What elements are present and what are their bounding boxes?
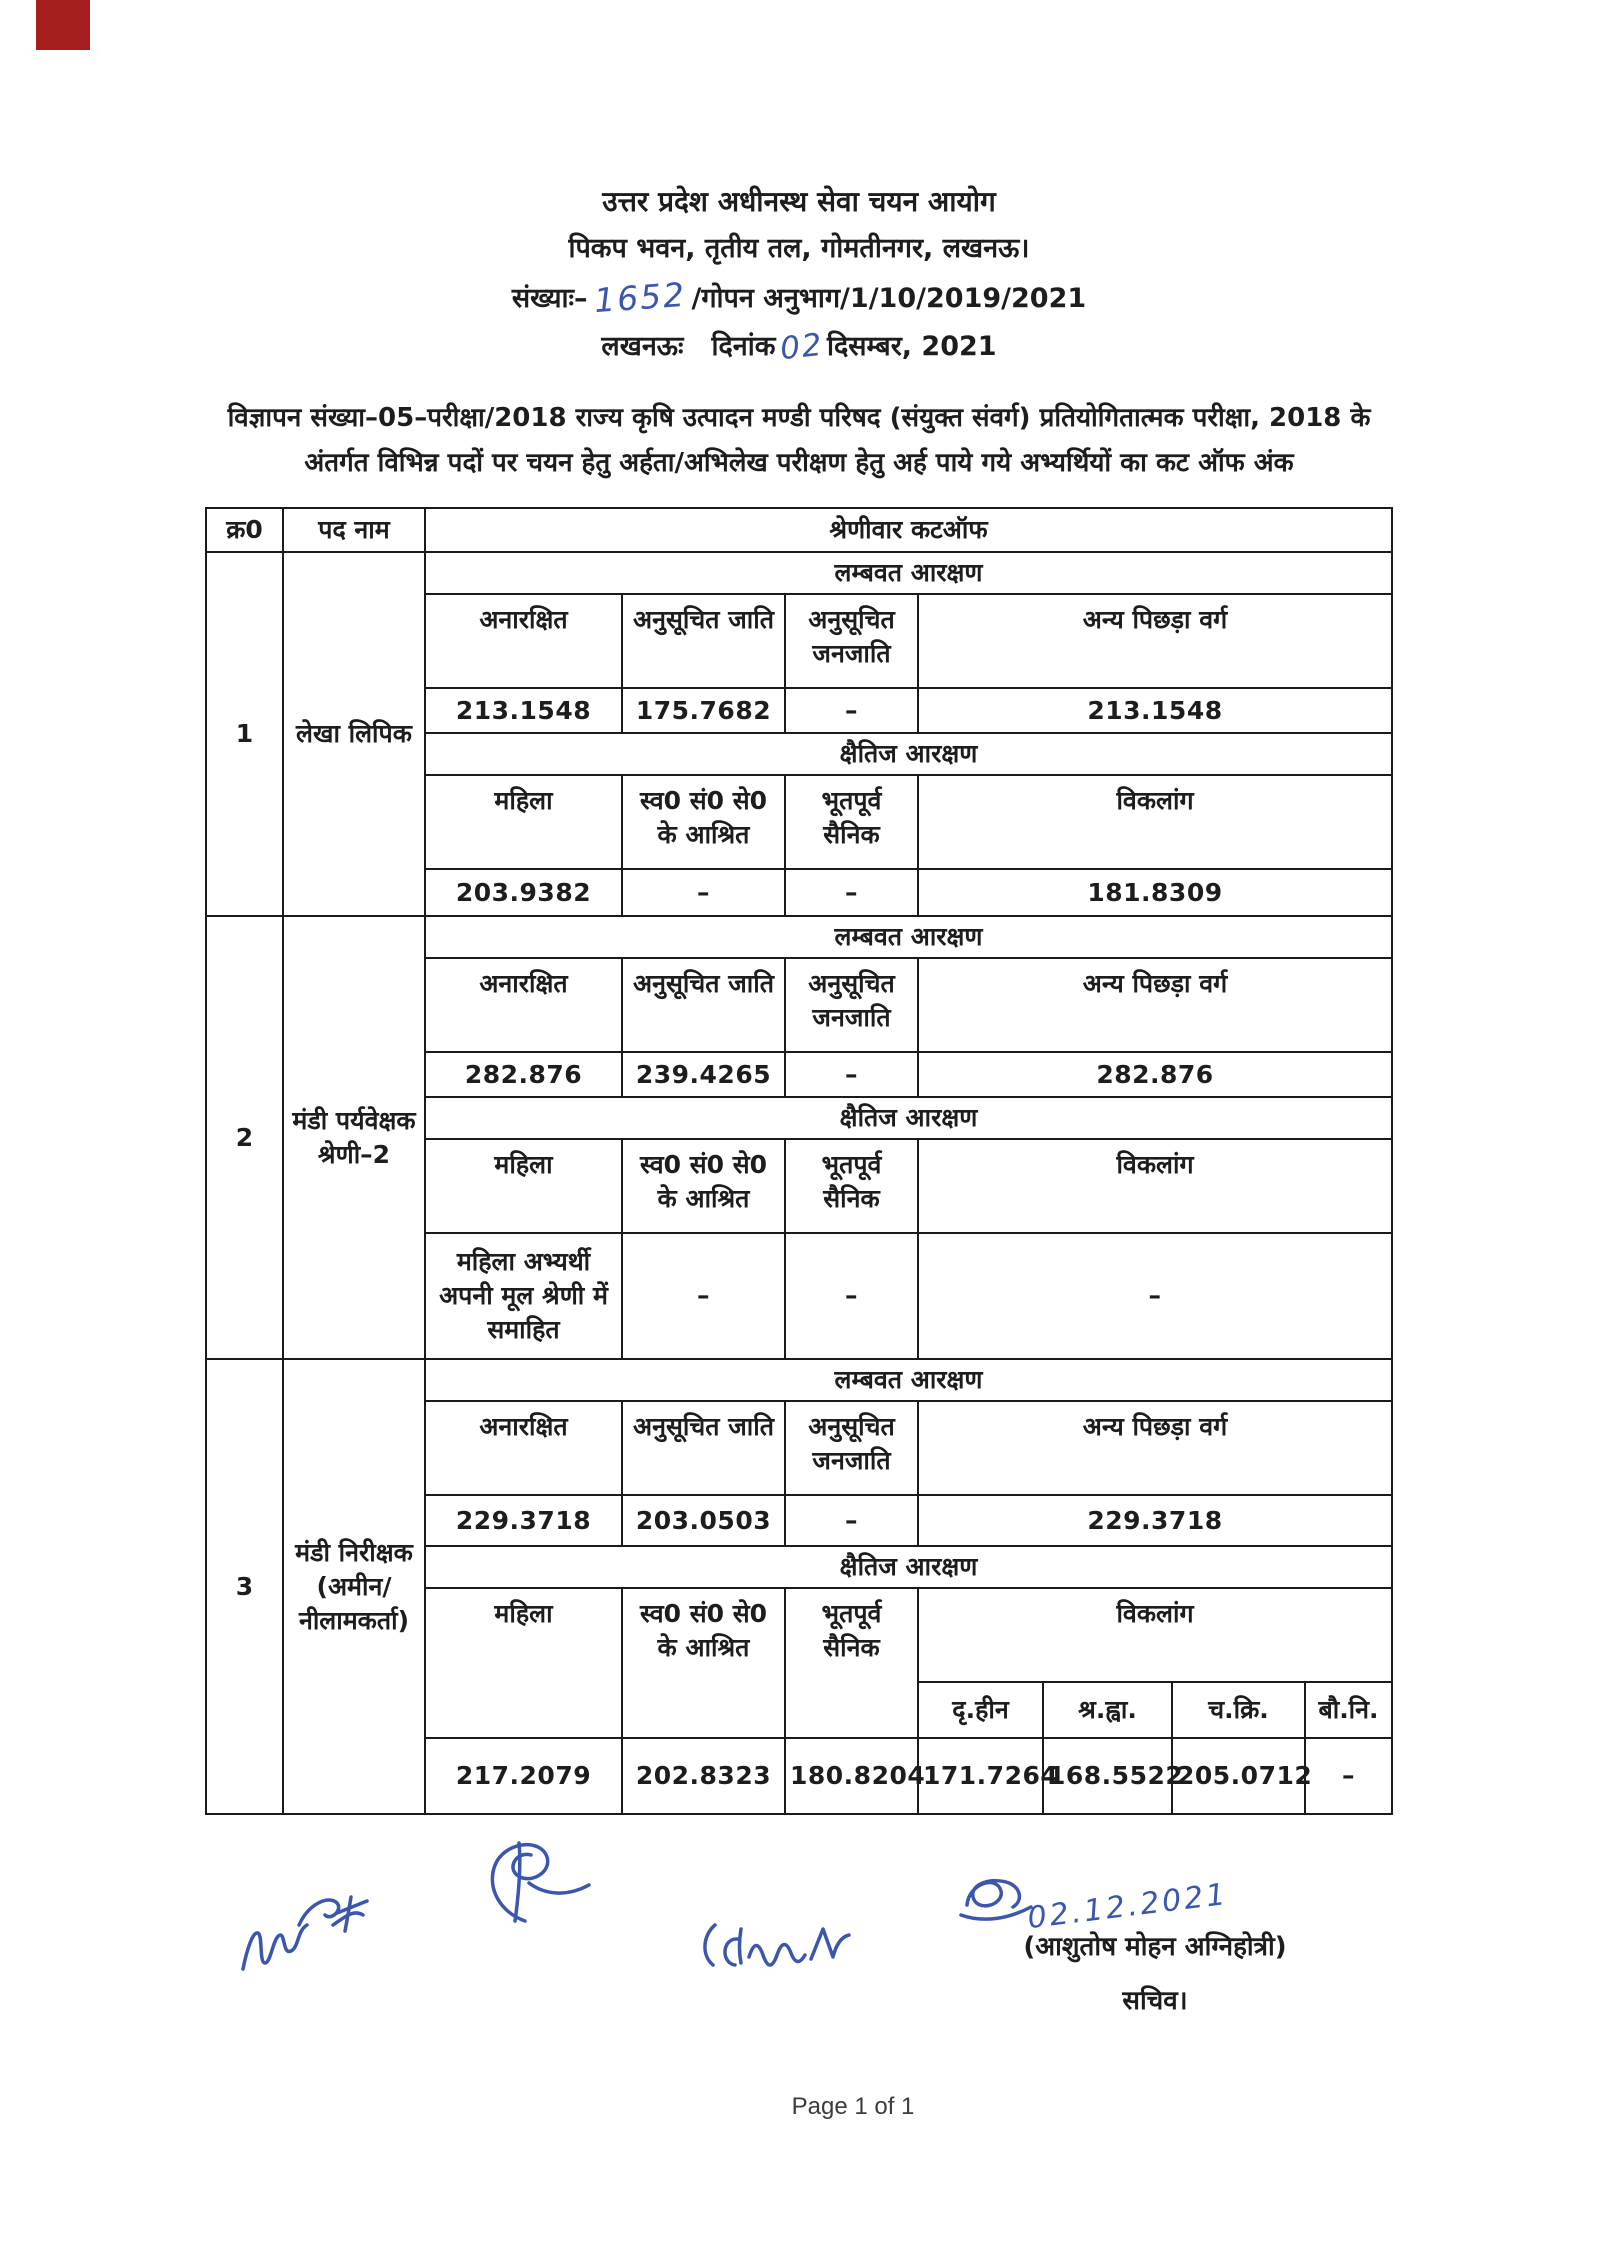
- exserviceman-header: भूतपूर्व सैनिक: [785, 1588, 918, 1738]
- cutoff-value: –: [785, 1495, 918, 1546]
- address-line: पिकप भवन, तृतीय तल, गोमतीनगर, लखनऊ।: [568, 233, 1030, 264]
- cutoff-value: –: [785, 869, 918, 916]
- sc-header: अनुसूचित जाति: [622, 958, 785, 1052]
- date-day-handwritten: 02: [777, 326, 825, 368]
- cutoff-value: 175.7682: [622, 688, 785, 733]
- horizontal-reservation-banner: क्षैतिज आरक्षण: [425, 733, 1392, 775]
- cutoff-value: 168.5522: [1043, 1738, 1172, 1814]
- disabled-header: विकलांग: [918, 1139, 1392, 1233]
- cutoff-value: 203.0503: [622, 1495, 785, 1546]
- dependent-header: स्व0 सं0 से0 के आश्रित: [622, 775, 785, 869]
- female-header: महिला: [425, 775, 622, 869]
- reference-line: [205, 272, 1393, 322]
- ref-prefix: संख्याः–: [511, 283, 588, 314]
- signature-scribble-1: [233, 1873, 403, 1983]
- cutoff-value: महिला अभ्यर्थी अपनी मूल श्रेणी में समाहित: [425, 1233, 622, 1359]
- place-date-line: [205, 322, 1393, 370]
- hearing-subheader: श्र.ह्वा.: [1043, 1682, 1172, 1738]
- sc-header: अनुसूचित जाति: [622, 1401, 785, 1495]
- cutoff-value: 171.7264: [918, 1738, 1043, 1814]
- cutoff-value: 205.0712: [1172, 1738, 1305, 1814]
- cutoff-value: –: [1305, 1738, 1392, 1814]
- cutoff-value: 282.876: [918, 1052, 1392, 1097]
- subject-paragraph: विज्ञापन संख्या–05–परीक्षा/2018 राज्य कृषि उत्पादन मण्डी परिषद (संयुक्त संवर्ग) प्रतियोगितात्मक परीक्षा, 2018 के अंतर्गत विभिन्न पदों पर चयन हेतु अर्हता/अभिलेख परीक्षण हेतु अर्ह पाये गये अभ्यर्थियों का कट ऑफ अंक: [227, 403, 1371, 478]
- disabled-header: विकलांग: [918, 775, 1392, 869]
- unreserved-header: अनारक्षित: [425, 1401, 622, 1495]
- dependent-header: स्व0 सं0 से0 के आश्रित: [622, 1139, 785, 1233]
- obc-header: अन्य पिछड़ा वर्ग: [918, 958, 1392, 1052]
- cutoff-value: 181.8309: [918, 869, 1392, 916]
- cutoff-value: 282.876: [425, 1052, 622, 1097]
- post-name-cell: मंडी निरीक्षक (अमीन/ नीलामकर्ता): [283, 1359, 425, 1814]
- cutoff-value: –: [785, 1052, 918, 1097]
- document-content: [205, 178, 1393, 2095]
- serial-cell: 1: [206, 552, 283, 916]
- unreserved-header: अनारक्षित: [425, 958, 622, 1052]
- cutoff-value: 229.3718: [918, 1495, 1392, 1546]
- signatory-block: [975, 1927, 1335, 2021]
- signature-scribble-3: [697, 1907, 857, 1982]
- horizontal-reservation-banner: क्षैतिज आरक्षण: [425, 1097, 1392, 1139]
- serial-cell: 2: [206, 916, 283, 1359]
- vertical-reservation-banner: लम्बवत आरक्षण: [425, 552, 1392, 594]
- horizontal-reservation-banner: क्षैतिज आरक्षण: [425, 1546, 1392, 1588]
- cutoff-value: 239.4265: [622, 1052, 785, 1097]
- blind-subheader: दृ.हीन: [918, 1682, 1043, 1738]
- cutoff-value: –: [622, 869, 785, 916]
- ortho-subheader: च.क्रि.: [1172, 1682, 1305, 1738]
- place-label: लखनऊः: [601, 331, 684, 362]
- ref-number-handwritten: 1652: [592, 274, 687, 321]
- cutoff-value: 229.3718: [425, 1495, 622, 1546]
- cutoff-value: 180.8204: [785, 1738, 918, 1814]
- cutoff-value: 213.1548: [425, 688, 622, 733]
- cutoff-value: –: [918, 1233, 1392, 1359]
- handwritten-signature-date: 02.12.2021: [1025, 1876, 1231, 1937]
- st-header: अनुसूचित जनजाति: [785, 1401, 918, 1495]
- signatory-name: (आशुतोष मोहन अग्निहोत्री): [1023, 1932, 1287, 1962]
- vertical-reservation-banner: लम्बवत आरक्षण: [425, 1359, 1392, 1401]
- exserviceman-header: भूतपूर्व सैनिक: [785, 1139, 918, 1233]
- organization-name: उत्तर प्रदेश अधीनस्थ सेवा चयन आयोग: [602, 185, 996, 218]
- disabled-header: विकलांग: [918, 1588, 1392, 1682]
- signatory-title: सचिव।: [1122, 1986, 1188, 2016]
- cutoff-value: 202.8323: [622, 1738, 785, 1814]
- vertical-reservation-banner: लम्बवत आरक्षण: [425, 916, 1392, 958]
- cutoff-value: –: [785, 1233, 918, 1359]
- obc-header: अन्य पिछड़ा वर्ग: [918, 594, 1392, 688]
- post-header-cell: पद नाम: [283, 508, 425, 552]
- post-name-cell: मंडी पर्यवेक्षक श्रेणी–2: [283, 916, 425, 1359]
- serial-cell: 3: [206, 1359, 283, 1814]
- ref-suffix: /गोपन अनुभाग/1/10/2019/2021: [691, 283, 1087, 314]
- cutoff-value: –: [785, 688, 918, 733]
- cutoff-value: –: [622, 1233, 785, 1359]
- exserviceman-header: भूतपूर्व सैनिक: [785, 775, 918, 869]
- st-header: अनुसूचित जनजाति: [785, 958, 918, 1052]
- intellectual-subheader: बौ.नि.: [1305, 1682, 1392, 1738]
- cutoff-header-cell: श्रेणीवार कटऑफ: [425, 508, 1392, 552]
- signature-scribble-2: [467, 1833, 597, 1928]
- cutoff-value: 217.2079: [425, 1738, 622, 1814]
- cutoff-table: [205, 507, 1393, 1815]
- signature-area: [205, 1815, 1393, 2095]
- sc-header: अनुसूचित जाति: [622, 594, 785, 688]
- date-label: दिनांक: [711, 331, 776, 362]
- female-header: महिला: [425, 1588, 622, 1738]
- st-header: अनुसूचित जनजाति: [785, 594, 918, 688]
- post-name-cell: लेखा लिपिक: [283, 552, 425, 916]
- cutoff-value: 213.1548: [918, 688, 1392, 733]
- page-footer: Page 1 of 1: [791, 2093, 915, 2120]
- red-corner-mark: [36, 0, 90, 50]
- female-header: महिला: [425, 1139, 622, 1233]
- serial-header-cell: क्र0: [206, 508, 283, 552]
- obc-header: अन्य पिछड़ा वर्ग: [918, 1401, 1392, 1495]
- letterhead: [205, 178, 1393, 370]
- signature-scribble-4: [953, 1867, 1038, 1927]
- dependent-header: स्व0 सं0 से0 के आश्रित: [622, 1588, 785, 1738]
- unreserved-header: अनारक्षित: [425, 594, 622, 688]
- date-rest: दिसम्बर, 2021: [826, 331, 997, 362]
- cutoff-value: 203.9382: [425, 869, 622, 916]
